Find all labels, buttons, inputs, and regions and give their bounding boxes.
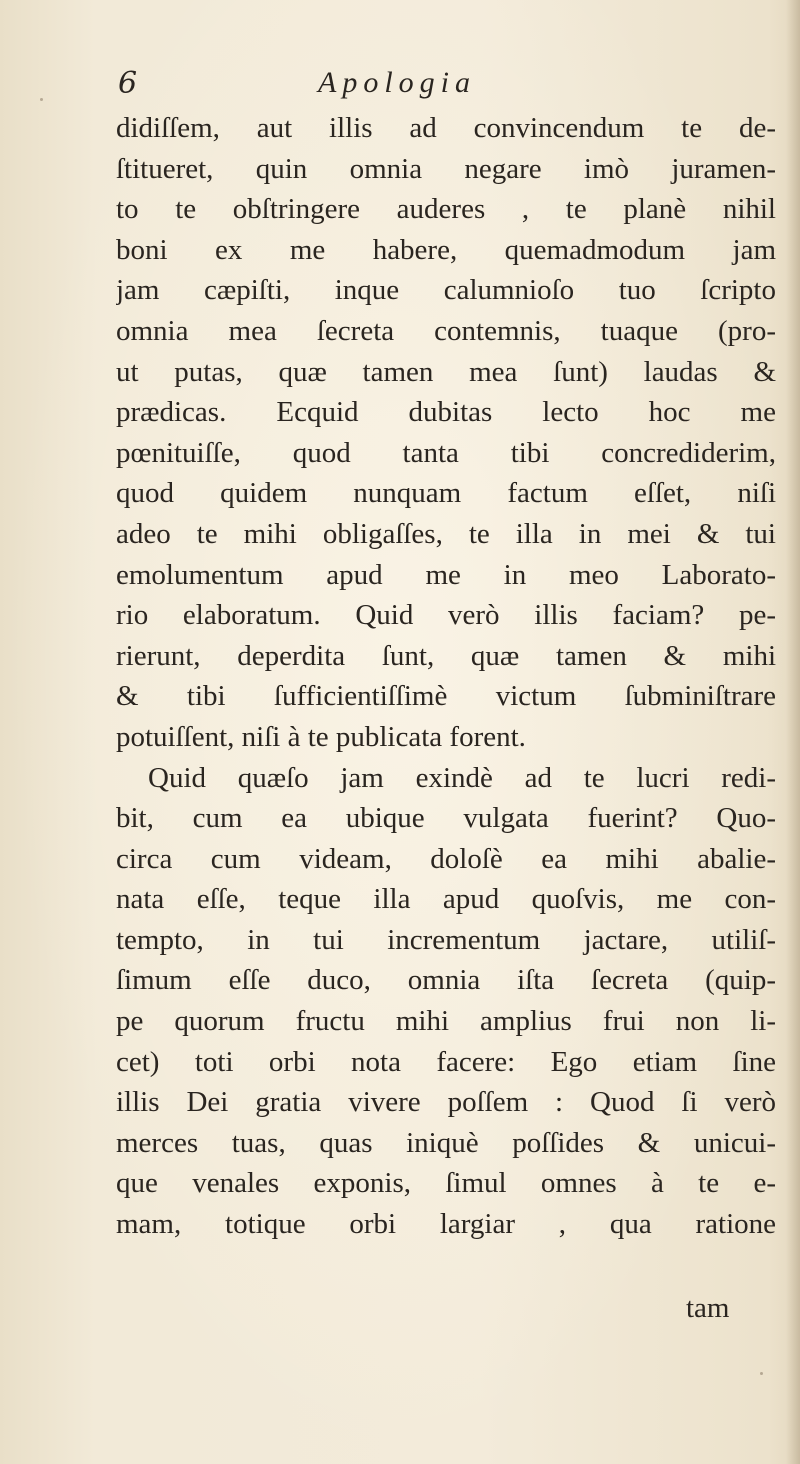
text-line: merces tuas, quas iniquè poſſides & unicui-: [116, 1126, 776, 1159]
text-line: que venales exponis, ſimul omnes à te e-: [116, 1167, 776, 1200]
text-line: emolumentum apud me in meo Laborato-: [116, 558, 776, 591]
text-line: cet) toti orbi nota facere: Ego etiam ſine: [116, 1045, 776, 1078]
text-line: boni ex me habere, quemadmodum jam: [116, 233, 776, 266]
text-line: jam cæpiſti, inque calumnioſo tuo ſcripto: [116, 274, 776, 307]
paper-speck: [760, 1372, 763, 1375]
text-line: circa cum videam, doloſè ea mihi abalie-: [116, 842, 776, 875]
text-line: didiſſem, aut illis ad convincendum te de-: [116, 112, 776, 144]
page-edge-shadow: [786, 0, 800, 1464]
text-line: quod quidem nunquam factum eſſet, niſi: [116, 477, 776, 510]
text-line: nata eſſe, teque illa apud quoſvis, me con-: [116, 883, 776, 916]
text-line: ut putas, quæ tamen mea ſunt) laudas &: [116, 355, 776, 388]
text-line: potuiſſent, niſi à te publicata forent.: [116, 720, 526, 753]
running-title: Apologia: [318, 66, 476, 99]
page-number: 6: [118, 66, 138, 101]
text-line: pœnituiſſe, quod tanta tibi concrediderim,: [116, 436, 776, 469]
text-line: pe quorum fructu mihi amplius frui non li-: [116, 1005, 776, 1038]
text-line: adeo te mihi obligaſſes, te illa in mei & tui: [116, 517, 776, 550]
text-line: ſimum eſſe duco, omnia iſta ſecreta (quip-: [116, 964, 776, 997]
text-line: prædicas. Ecquid dubitas lecto hoc me: [116, 396, 776, 429]
body-text: [116, 108, 776, 1245]
text-line: mam, totique orbi largiar , qua ratione: [116, 1208, 776, 1241]
text-line: to te obſtringere auderes , te planè nihil: [116, 193, 776, 226]
text-line: tempto, in tui incrementum jactare, utiliſ-: [116, 923, 776, 956]
text-line: bit, cum ea ubique vulgata fuerint? Quo-: [116, 802, 776, 835]
text-line: ſtitueret, quin omnia negare imò juramen-: [116, 152, 776, 185]
text-line: omnia mea ſecreta contemnis, tuaque (pro-: [116, 314, 776, 347]
text-line: illis Dei gratia vivere poſſem : Quod ſi verò: [116, 1086, 776, 1119]
text-line: Quid quæſo jam exindè ad te lucri redi-: [148, 761, 776, 794]
catchword: tam: [686, 1292, 730, 1324]
text-line: & tibi ſufficientiſſimè victum ſubminiſtrare: [116, 680, 776, 713]
paper-speck: [40, 98, 43, 101]
text-line: rio elaboratum. Quid verò illis faciam? pe-: [116, 599, 776, 632]
running-header: [118, 66, 678, 106]
text-line: rierunt, deperdita ſunt, quæ tamen & mihi: [116, 639, 776, 672]
